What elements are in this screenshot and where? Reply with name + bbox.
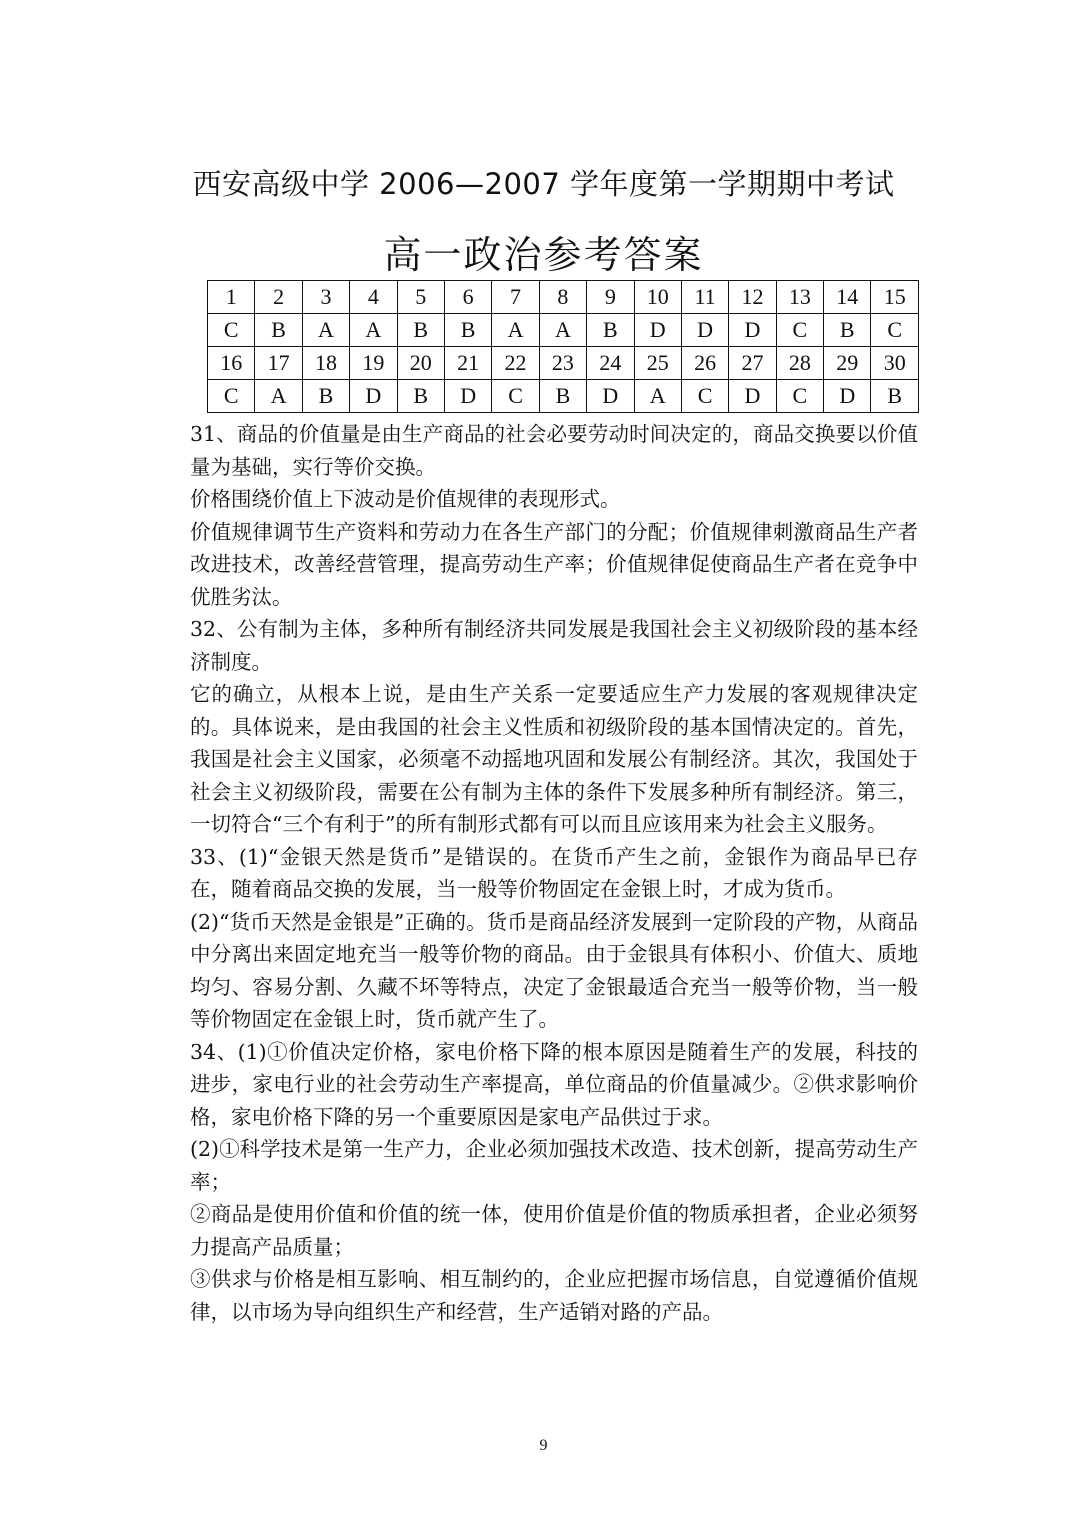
answer-cell: C: [208, 380, 255, 413]
answer-cell: D: [729, 380, 776, 413]
table-row: [208, 347, 919, 380]
question-number-cell: 10: [634, 281, 681, 314]
answer-cell: B: [397, 314, 444, 347]
question-number-cell: 21: [444, 347, 491, 380]
answer-cell: D: [634, 314, 681, 347]
school-title: 西安高级中学 2006—2007 学年度第一学期期中考试: [192, 167, 895, 201]
paragraph: 33、(1)“金银天然是货币”是错误的。在货币产生之前，金银作为商品早已存在，随着商品交换的发展，当一般等价物固定在金银上时，才成为货币。: [190, 844, 918, 901]
question-number-cell: 11: [681, 281, 728, 314]
answer-cell: A: [492, 314, 539, 347]
question-number-cell: 6: [444, 281, 491, 314]
answer-cell: C: [871, 314, 919, 347]
answer-cell: D: [681, 314, 728, 347]
answer-cell: A: [634, 380, 681, 413]
answer-cell: C: [776, 380, 823, 413]
answer-cell: B: [397, 380, 444, 413]
answer-cell: D: [587, 380, 634, 413]
question-number-cell: 2: [255, 281, 302, 314]
answer-cell: B: [444, 314, 491, 347]
question-number-cell: 17: [255, 347, 302, 380]
question-number-cell: 5: [397, 281, 444, 314]
question-number-cell: 15: [871, 281, 919, 314]
question-number-cell: 14: [824, 281, 871, 314]
paragraph: 31、商品的价值量是由生产商品的社会必要劳动时间决定的，商品交换要以价值量为基础，实行等价交换。: [190, 422, 918, 479]
answer-cell: C: [492, 380, 539, 413]
question-number-cell: 30: [871, 347, 919, 380]
answer-cell: A: [302, 314, 349, 347]
answer-cell: B: [587, 314, 634, 347]
question-number-cell: 8: [539, 281, 586, 314]
table-row: [208, 314, 919, 347]
question-number-cell: 24: [587, 347, 634, 380]
answer-content: [190, 418, 918, 1328]
question-number-cell: 13: [776, 281, 823, 314]
answer-cell: B: [302, 380, 349, 413]
question-number-cell: 26: [681, 347, 728, 380]
question-number-cell: 29: [824, 347, 871, 380]
table-row: [208, 281, 919, 314]
paragraph: ②商品是使用价值和价值的统一体，使用价值是价值的物质承担者，企业必须努力提高产品质量；: [190, 1202, 918, 1259]
page-number: 9: [539, 1437, 548, 1454]
question-number-cell: 3: [302, 281, 349, 314]
answer-cell: B: [539, 380, 586, 413]
question-number-cell: 9: [587, 281, 634, 314]
answer-cell: C: [208, 314, 255, 347]
table-row: [208, 380, 919, 413]
answer-cell: B: [255, 314, 302, 347]
question-number-cell: 23: [539, 347, 586, 380]
answer-cell: B: [871, 380, 919, 413]
answer-cell: B: [824, 314, 871, 347]
answer-cell: C: [776, 314, 823, 347]
question-number-cell: 19: [350, 347, 397, 380]
question-number-cell: 20: [397, 347, 444, 380]
question-number-cell: 27: [729, 347, 776, 380]
question-number-cell: 4: [350, 281, 397, 314]
answer-cell: D: [729, 314, 776, 347]
question-number-cell: 22: [492, 347, 539, 380]
paragraph: 它的确立，从根本上说，是由生产关系一定要适应生产力发展的客观规律决定的。具体说来，是由我国的社会主义性质和初级阶段的基本国情决定的。首先，我国是社会主义国家，必须毫不动摇地巩固和发展公有制经济。其次，我国处于社会主义初级阶段，需要在公有制为主体的条件下发展多种所有制经济。第三，一切符合“三个有利于”的所有制形式都有可以而且应该用来为社会主义服务。: [190, 682, 918, 836]
question-number-cell: 7: [492, 281, 539, 314]
subject-title: 高一政治参考答案: [383, 233, 704, 277]
answer-cell: D: [824, 380, 871, 413]
answer-cell: A: [255, 380, 302, 413]
answer-cell: C: [681, 380, 728, 413]
paragraph: ③供求与价格是相互影响、相互制约的，企业应把握市场信息，自觉遵循价值规律，以市场为导向组织生产和经营，生产适销对路的产品。: [190, 1267, 918, 1324]
question-number-cell: 18: [302, 347, 349, 380]
paragraph: (2)“货币天然是金银是”正确的。货币是商品经济发展到一定阶段的产物，从商品中分离出来固定地充当一般等价物的商品。由于金银具有体积小、价值大、质地均匀、容易分割、久藏不坏等特点，决定了金银最适合充当一般等价物，当一般等价物固定在金银上时，货币就产生了。: [190, 909, 918, 1031]
paragraph: 价值规律调节生产资料和劳动力在各生产部门的分配；价值规律刺激商品生产者改进技术，改善经营管理，提高劳动生产率；价值规律促使商品生产者在竞争中优胜劣汰。: [190, 519, 918, 609]
question-number-cell: 1: [208, 281, 255, 314]
answer-cell: A: [350, 314, 397, 347]
answer-cell: A: [539, 314, 586, 347]
question-number-cell: 12: [729, 281, 776, 314]
paragraph: 32、公有制为主体，多种所有制经济共同发展是我国社会主义初级阶段的基本经济制度。: [190, 617, 918, 674]
paragraph: (2)①科学技术是第一生产力，企业必须加强技术改造、技术创新，提高劳动生产率；: [190, 1137, 918, 1194]
answer-table: [207, 280, 919, 413]
paragraph: 34、(1)①价值决定价格，家电价格下降的根本原因是随着生产的发展，科技的进步，家电行业的社会劳动生产率提高，单位商品的价值量减少。②供求影响价格，家电价格下降的另一个重要原因是家电产品供过于求。: [190, 1039, 918, 1129]
paragraph: 价格围绕价值上下波动是价值规律的表现形式。: [190, 487, 621, 511]
question-number-cell: 28: [776, 347, 823, 380]
question-number-cell: 25: [634, 347, 681, 380]
answer-cell: D: [350, 380, 397, 413]
question-number-cell: 16: [208, 347, 255, 380]
answer-cell: D: [444, 380, 491, 413]
